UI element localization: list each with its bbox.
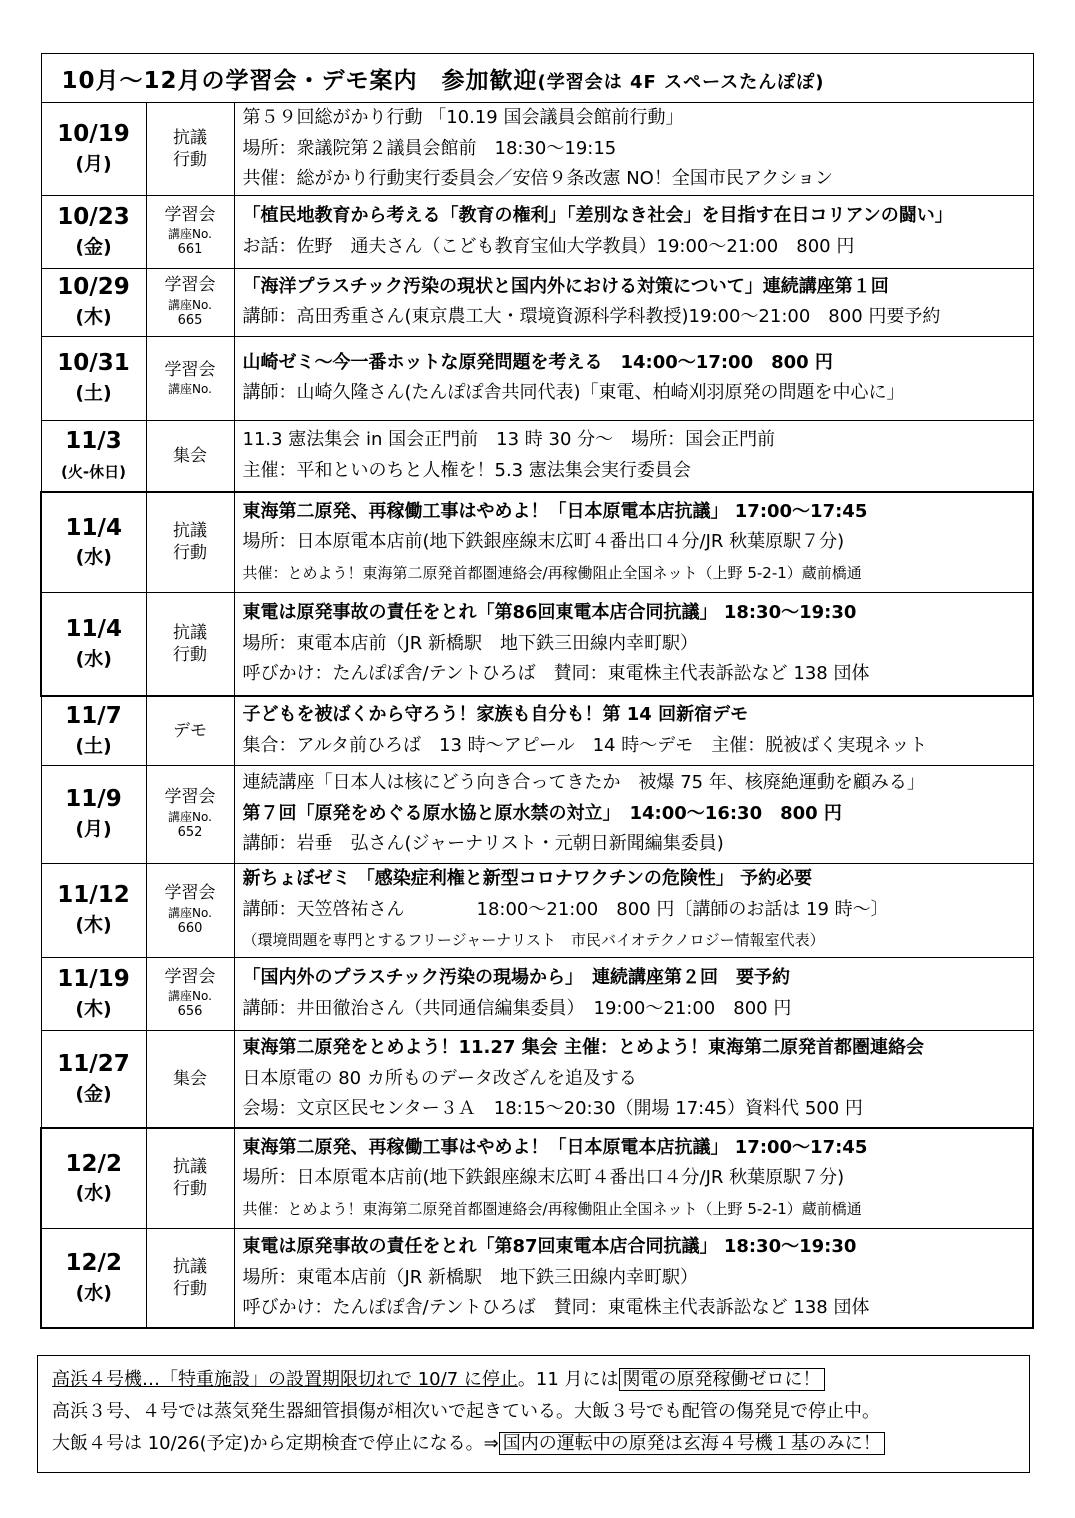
event-description <box>234 592 1033 696</box>
event-line: 会場：文京区民センター３Ａ 18:15～20:30（開場 17:45）資料代 500 円 <box>242 1098 863 1119</box>
event-line: 共催：とめよう！東海第二原発首都圏連絡会/再稼働阻止全国ネット（上野 5-2-1）蔵前橋通 <box>242 563 862 582</box>
event-line: 東海第二原発をとめよう！11.27 集会 主催：とめよう！東海第二原発首都圏連絡会 <box>242 1037 924 1058</box>
event-description <box>234 1128 1033 1228</box>
table-row <box>41 765 1033 863</box>
event-line: 場所：東電本店前（JR 新橋駅 地下鉄三田線内幸町駅） <box>242 632 699 654</box>
event-description <box>234 195 1033 268</box>
table-row <box>41 1030 1033 1128</box>
event-date: 11/12 (木) <box>41 863 146 957</box>
event-line: 呼びかけ：たんぽぽ舎/テントひろば 賛同：東電株主代表訴訟など 138 団体 <box>242 663 870 684</box>
event-line: 「国内外のプラスチック汚染の現場から」 連続講座第２回 要予約 <box>242 967 791 988</box>
event-date: 11/9 (月) <box>41 765 146 863</box>
schedule-table <box>40 53 1034 1329</box>
event-description <box>234 336 1033 420</box>
notice-highlight: 国内の運転中の原発は玄海４号機１基のみに！ <box>499 1432 885 1455</box>
event-description <box>234 103 1033 196</box>
event-date: 10/19 (月) <box>41 103 146 196</box>
event-date: 12/2 (水) <box>41 1128 146 1228</box>
event-type: 学習会 講座No. 652 <box>146 765 234 863</box>
event-date: 11/3 (火-休日) <box>41 420 146 492</box>
event-date: 11/19 (木) <box>41 957 146 1030</box>
event-line: 11.3 憲法集会 in 国会正門前 13 時 30 分～ 場所：国会正門前 <box>242 429 776 451</box>
table-row <box>41 268 1033 336</box>
event-line: 連続講座「日本人は核にどう向き合ってきたか 被爆 75 年、核廃絶運動を顧みる」 <box>242 772 925 794</box>
table-row <box>41 1228 1033 1328</box>
table-row <box>41 957 1033 1030</box>
subtitle-text: (学習会は 4F スペースたんぽぽ) <box>537 71 825 93</box>
table-row <box>41 592 1033 696</box>
event-line: 講師：井田徹治さん（共同通信編集委員） 19:00～21:00 800 円 <box>242 997 792 1019</box>
event-type: 集会 <box>146 420 234 492</box>
event-date: 10/31 (土) <box>41 336 146 420</box>
event-date: 12/2 (水) <box>41 1228 146 1328</box>
table-row <box>41 103 1033 196</box>
event-type: 学習会 講座No. <box>146 336 234 420</box>
event-line: 「植民地教育から考える「教育の権利」「差別なき社会」を目指す在日コリアンの闘い」 <box>242 205 953 226</box>
event-type: 学習会 講座No. 660 <box>146 863 234 957</box>
event-type: 抗議 行動 <box>146 103 234 196</box>
event-date: 11/4 (水) <box>41 592 146 696</box>
event-line: 講師：岩垂 弘さん(ジャーナリスト・元朝日新聞編集委員) <box>242 833 724 855</box>
event-type: 学習会 講座No. 656 <box>146 957 234 1030</box>
event-description <box>234 863 1033 957</box>
table-row <box>41 420 1033 492</box>
event-line: 共催：とめよう！東海第二原発首都圏連絡会/再稼働阻止全国ネット（上野 5-2-1）蔵前橋通 <box>242 1199 862 1218</box>
title-text: 10月～12月の学習会・デモ案内 参加歓迎 <box>61 67 538 94</box>
event-line: 講師：高田秀重さん(東京農工大・環境資源科学科教授)19:00～21:00 800 円要予約 <box>242 306 941 327</box>
event-type: デモ <box>146 696 234 765</box>
event-line: 場所：衆議院第２議員会館前 18:30～19:15 <box>242 137 617 159</box>
event-date: 11/27 (金) <box>41 1030 146 1128</box>
event-type: 抗議 行動 <box>146 1128 234 1228</box>
event-date: 11/4 (水) <box>41 492 146 592</box>
event-description <box>234 765 1033 863</box>
event-line: 場所：東電本店前（JR 新橋駅 地下鉄三田線内幸町駅） <box>242 1266 699 1288</box>
event-type: 集会 <box>146 1030 234 1128</box>
event-line: 第５９回総がかり行動 「10.19 国会議員会館前行動」 <box>242 107 684 128</box>
event-line: 東海第二原発、再稼働工事はやめよ！「日本原電本店抗議」 17:00～17:45 <box>242 1136 868 1158</box>
nuclear-status-notice <box>37 1355 1030 1473</box>
event-type: 抗議 行動 <box>146 492 234 592</box>
event-date: 10/23 (金) <box>41 195 146 268</box>
event-line: 「海洋プラスチック汚染の現状と国内外における対策について」連続講座第１回 <box>242 275 889 297</box>
event-line: 子どもを被ばくから守ろう！家族も自分も！第 14 回新宿デモ <box>242 704 749 726</box>
table-row <box>41 492 1033 592</box>
notice-line: 高浜３号、４号では蒸気発生器細管損傷が相次いで起きている。大飯３号でも配管の傷発見で停止中。 <box>52 1401 880 1422</box>
table-row <box>41 336 1033 420</box>
page-title <box>41 54 1033 103</box>
event-line: （環境問題を専門とするフリージャーナリスト 市民バイオテクノロジー情報室代表） <box>242 931 825 950</box>
event-line: 集合：アルタ前ひろば 13 時～アピール 14 時～デモ 主催：脱被ばく実現ネット <box>242 734 928 756</box>
table-row <box>41 863 1033 957</box>
header-row <box>41 54 1033 103</box>
event-line: 講師：山崎久隆さん(たんぽぽ舎共同代表)「東電、柏崎刈羽原発の問題を中心に」 <box>242 382 905 403</box>
event-line: 共催：総がかり行動実行委員会／安倍９条改憲 NO！全国市民アクション <box>242 168 833 189</box>
event-date: 11/7 (土) <box>41 696 146 765</box>
table-row <box>41 1128 1033 1228</box>
event-description <box>234 268 1033 336</box>
event-line: 山崎ゼミ～今一番ホットな原発問題を考える 14:00～17:00 800 円 <box>242 351 833 373</box>
event-line: 東電は原発事故の責任をとれ「第86回東電本店合同抗議」 18:30～19:30 <box>242 602 857 623</box>
event-type: 抗議 行動 <box>146 592 234 696</box>
event-description <box>234 1030 1033 1128</box>
event-line: 場所：日本原電本店前(地下鉄銀座線末広町４番出口４分/JR 秋葉原駅７分) <box>242 1167 845 1188</box>
event-line: 日本原電の 80 カ所ものデータ改ざんを追及する <box>242 1067 637 1089</box>
event-date: 10/29 (木) <box>41 268 146 336</box>
event-type: 学習会 講座No. 661 <box>146 195 234 268</box>
event-description <box>234 492 1033 592</box>
table-row <box>41 696 1033 765</box>
notice-line: 大飯４号は 10/26(予定)から定期検査で停止になる。⇒ 国内の運転中の原発は玄海４号機１基のみに！ <box>52 1428 1015 1460</box>
event-description <box>234 1228 1033 1328</box>
notice-line: 高浜４号機…「特重施設」の設置期限切れで 10/7 に停止。11 月には 関電の原発稼働ゼロに！ <box>52 1364 1015 1396</box>
event-line: 呼びかけ：たんぽぽ舎/テントひろば 賛同：東電株主代表訴訟など 138 団体 <box>242 1297 870 1318</box>
schedule-sheet <box>40 53 1032 1329</box>
event-line: 東電は原発事故の責任をとれ「第87回東電本店合同抗議」 18:30～19:30 <box>242 1236 857 1257</box>
event-type: 抗議 行動 <box>146 1228 234 1328</box>
event-description <box>234 696 1033 765</box>
event-type: 学習会 講座No. 665 <box>146 268 234 336</box>
event-line: 場所：日本原電本店前(地下鉄銀座線末広町４番出口４分/JR 秋葉原駅７分) <box>242 531 845 552</box>
notice-highlight: 関電の原発稼働ゼロに！ <box>619 1368 825 1391</box>
event-line: お話：佐野 通夫さん（こども教育宝仙大学教員）19:00～21:00 800 円 <box>242 235 855 257</box>
table-row <box>41 195 1033 268</box>
event-line: 主催：平和といのちと人権を！5.3 憲法集会実行委員会 <box>242 459 691 481</box>
event-description <box>234 420 1033 492</box>
event-line: 第７回「原発をめぐる原水協と原水禁の対立」 14:00～16:30 800 円 <box>242 802 842 824</box>
event-line: 新ちょぼゼミ 「感染症利権と新型コロナワクチンの危険性」 予約必要 <box>242 868 813 890</box>
event-line: 東海第二原発、再稼働工事はやめよ！「日本原電本店抗議」 17:00～17:45 <box>242 500 868 522</box>
event-line: 講師：天笠啓祐さん 18:00～21:00 800 円〔講師のお話は 19 時～〕 <box>242 898 889 920</box>
event-description <box>234 957 1033 1030</box>
